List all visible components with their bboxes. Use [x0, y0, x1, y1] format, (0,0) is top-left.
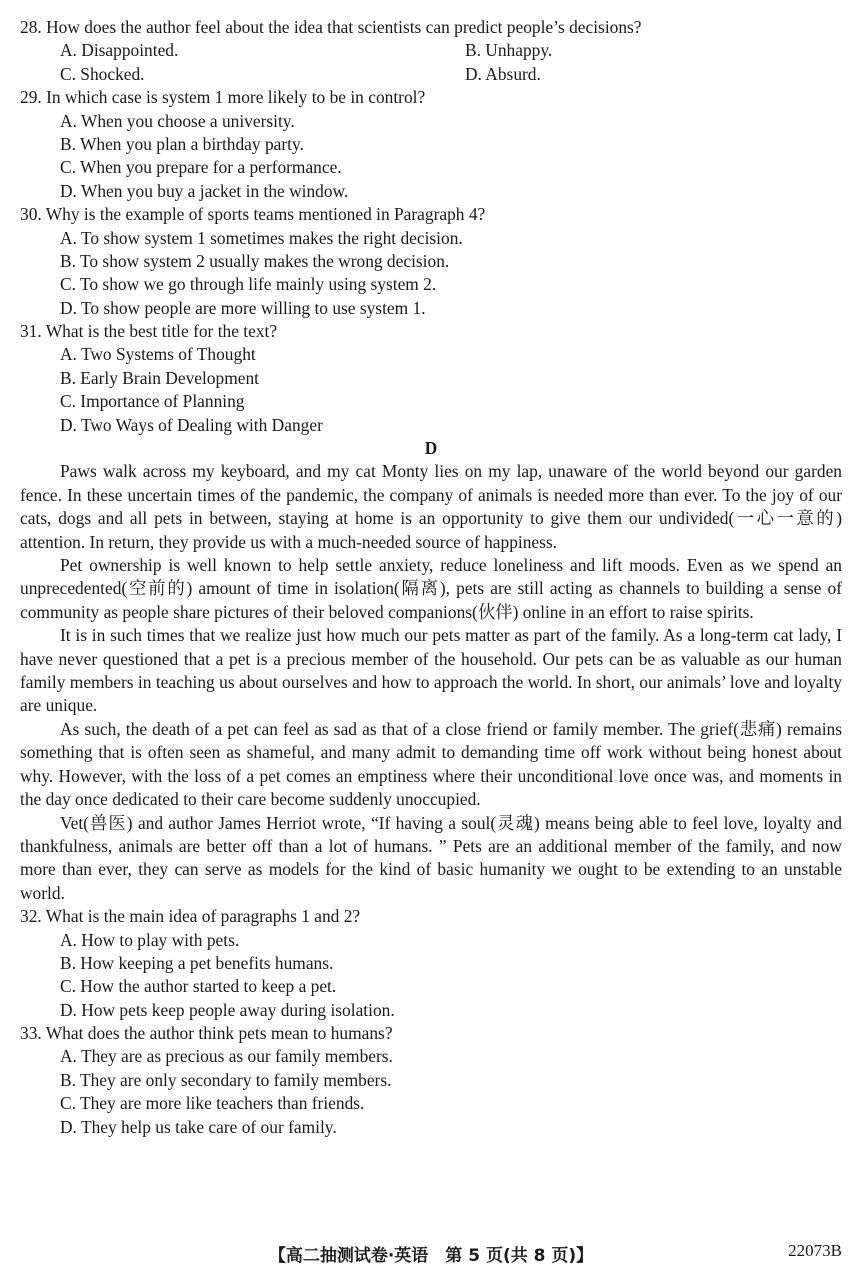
option-31-a: A. Two Systems of Thought — [60, 344, 256, 365]
question-31-stem: 31. What is the best title for the text? — [20, 321, 278, 342]
option-31-d: D. Two Ways of Dealing with Danger — [60, 414, 323, 435]
passage-paragraph-5: Vet(兽医) and author James Herriot wrote, “If having a soul(灵魂) means being able to feel love, loyalty and thankfulness, animals are better off than a lot of humans. ” Pets are an additional member of the family, and now more than ever, they can serve as models for the kind of basic humanity we ought to be extending to an unstable world. — [20, 812, 842, 903]
option-32-b: B. How keeping a pet benefits humans. — [60, 952, 334, 973]
option-29-d: D. When you buy a jacket in the window. — [60, 180, 349, 201]
option-29-a: A. When you choose a university. — [60, 110, 295, 131]
option-30-b: B. To show system 2 usually makes the wrong decision. — [60, 250, 450, 271]
option-33-b: B. They are only secondary to family members. — [60, 1069, 392, 1090]
footer-exam-code: 22073B — [788, 1241, 842, 1260]
option-28-d: D. Absurd. — [465, 63, 541, 84]
option-28-b: B. Unhappy. — [465, 40, 553, 61]
option-28-a: A. Disappointed. — [60, 40, 179, 61]
option-32-d: D. How pets keep people away during isolation. — [60, 999, 395, 1020]
option-29-c: C. When you prepare for a performance. — [60, 157, 342, 178]
option-28-c: C. Shocked. — [60, 63, 145, 84]
option-30-c: C. To show we go through life mainly using system 2. — [60, 274, 437, 295]
exam-page — [20, 16, 842, 1139]
passage-paragraph-2: Pet ownership is well known to help settle anxiety, reduce loneliness and lift moods. Even as we spend an unprecedented(空前的) amount of time in isolation(隔离), pets are still acting as channels to building a sense of community as people share pictures of their beloved companions(伙伴) online in an effort to raise spirits. — [20, 555, 842, 622]
question-29-stem: 29. In which case is system 1 more likely to be in control? — [20, 87, 426, 108]
question-28-options-row-2 — [20, 63, 842, 86]
option-33-d: D. They help us take care of our family. — [60, 1116, 337, 1137]
question-28-options-row-1 — [20, 39, 842, 62]
footer-page-info: 【高二抽测试卷·英语 第 5 页(共 8 页)】 — [268, 1246, 594, 1266]
option-30-d: D. To show people are more willing to use system 1. — [60, 297, 426, 318]
option-30-a: A. To show system 1 sometimes makes the right decision. — [60, 227, 463, 248]
question-28-stem: 28. How does the author feel about the idea that scientists can predict people’s decisions? — [20, 17, 642, 37]
passage-paragraph-1: Paws walk across my keyboard, and my cat Monty lies on my lap, unaware of the world beyond our garden fence. In these uncertain times of the pandemic, the company of animals is needed more than ever. To the joy of our cats, dogs and all pets in between, staying at home is an opportunity to give them our undivided(一心一意的) attention. In return, they provide us with a much-needed source of happiness. — [20, 461, 842, 552]
option-33-a: A. They are as precious as our family members. — [60, 1046, 393, 1067]
question-30-stem: 30. Why is the example of sports teams mentioned in Paragraph 4? — [20, 204, 486, 225]
section-title: D — [424, 438, 438, 459]
option-29-b: B. When you plan a birthday party. — [60, 133, 304, 154]
option-31-c: C. Importance of Planning — [60, 391, 245, 412]
passage-paragraph-4: As such, the death of a pet can feel as sad as that of a close friend or family member. The grief(悲痛) remains something that is often seen as shameful, and many admit to demanding time off work without being honest about why. However, with the loss of a pet comes an emptiness where their unconditional love once was, and moments in the day once dedicated to their care become suddenly unoccupied. — [20, 718, 842, 810]
option-32-c: C. How the author started to keep a pet. — [60, 976, 337, 997]
question-32-stem: 32. What is the main idea of paragraphs 1 and 2? — [20, 906, 361, 927]
passage-paragraph-3: It is in such times that we realize just how much our pets matter as part of the family. As a long-term cat lady, I have never questioned that a pet is a precious member of the household. Our pets can be as valuable as our human family members in teaching us about ourselves and how to approach the world. In short, our animals’ love and loyalty are unique. — [20, 625, 842, 716]
option-31-b: B. Early Brain Development — [60, 367, 259, 388]
option-33-c: C. They are more like teachers than friends. — [60, 1093, 365, 1114]
question-33-stem: 33. What does the author think pets mean to humans? — [20, 1023, 393, 1044]
page-footer — [20, 1241, 842, 1267]
option-32-a: A. How to play with pets. — [60, 929, 240, 950]
